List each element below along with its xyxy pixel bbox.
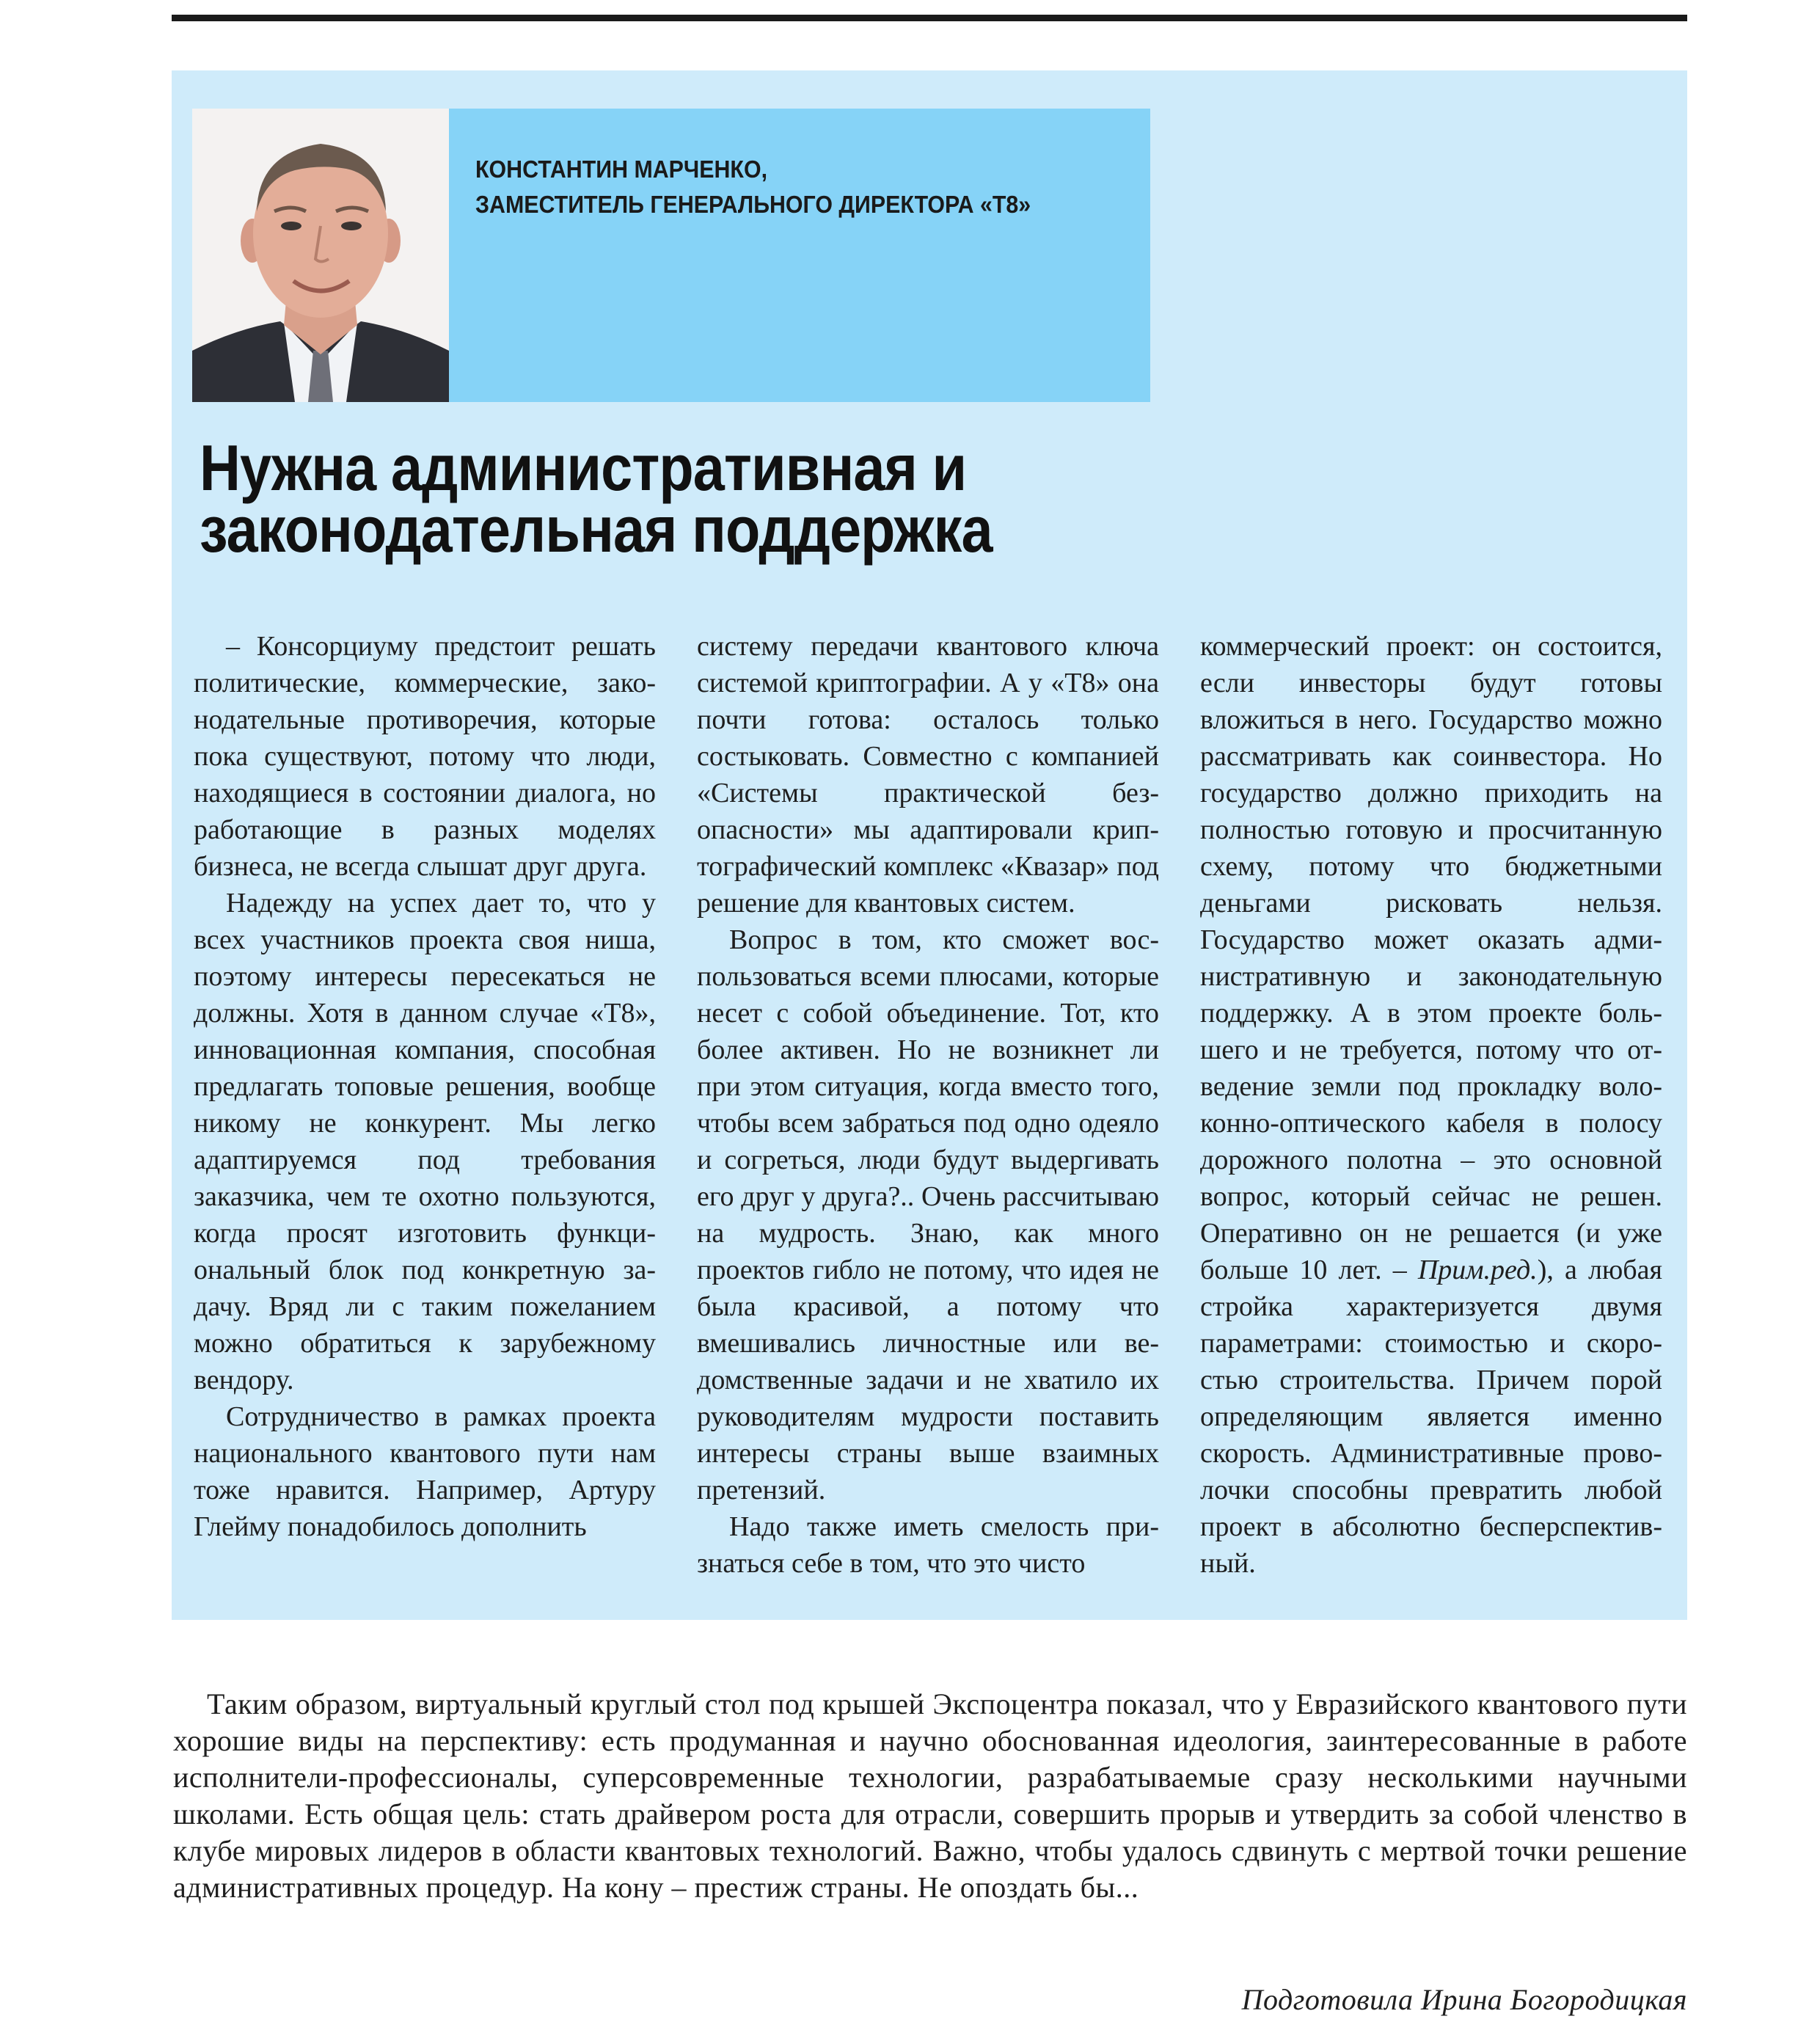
editor-note: Прим.ред. [1417, 1255, 1538, 1285]
paragraph: Надежду на успех дает то, что у всех участников проекта своя ниша, поэтому интересы пересекаться не должны. Хотя в данном случае «Т8», инновационная компания, способная предлагать топовые решения, вообще никому не конкурент. Мы легко адаптируемся под требования заказчика, чем те охотно пользуются, когда просят изготовить функциональный блок под конкретную задачу. Вряд ли с таким пожеланием можно обратиться к зарубежному вендору. [194, 888, 656, 1395]
paragraph: систему передачи квантового ключа системой криптографии. А у «Т8» она почти готова: осталось только состыковать. Совместно с компанией «Системы практической безопасности» мы адаптировали криптографический комплекс «Квазар» под решение для квантовых систем. [697, 631, 1159, 919]
paragraph [1200, 628, 1662, 1582]
headline-line-1: Нужна административная и [200, 431, 967, 504]
top-rule [172, 15, 1687, 21]
closing-summary [173, 1686, 1687, 1906]
article-column-3 [1200, 628, 1662, 1582]
speaker-name-box [449, 109, 1150, 402]
paragraph: – Консорциуму предстоит решать политические, коммерческие, законодательные противоречия, которые пока существуют, потому что люди, находящиеся в состоянии диалога, но работающие в разных моделях бизнеса, не всегда слышат друг друга. [194, 631, 656, 882]
article-column-2 [697, 628, 1159, 1582]
article-column-1 [194, 628, 656, 1545]
headline-line-2: законодательная поддержка [200, 493, 993, 566]
paragraph-part: коммерческий проект: он состоится, если инвесторы будут готовы вложиться в него. Государство можно рассматривать как соинвестора. Но государство должно приходить на полностью готовую и просчитанную схему, потому что бюджетными деньгами рисковать нельзя. Государство может оказать административную и законодательную поддержку. А в этом проекте большего и не требуется, потому что отведение земли под прокладку волоконно-оптического кабеля в полосу дорожного полотна – это основной вопрос, который сейчас не решен. Оперативно он не решается (и уже больше 10 лет. – [1200, 631, 1662, 1285]
paragraph-part: ), а любая стройка характеризуется двумя параметрами: стоимостью и скоростью строительства. Причем порой определяющим является именно скорость. Административные проволочки способны превратить любой проект в абсолютно бесперспективный. [1200, 1255, 1662, 1579]
portrait-photo [192, 109, 449, 402]
byline: Подготовила Ирина Богородицкая [1241, 1983, 1687, 2016]
paragraph: Вопрос в том, кто сможет воспользоваться всеми плюсами, которые несет с собой объединение. Тот, кто более активен. Но не возникнет ли при этом ситуация, когда вместо того, чтобы всем забраться под одно одеяло и согреться, люди будут выдергивать его друг у друга?.. Очень рассчитываю на мудрость. Знаю, как много проектов гибло не потому, что идея не была красивой, а потому что вмешивались личностные или ведомственные задачи и не хватило их руководителям мудрости поставить интересы страны выше взаимных претензий. [697, 924, 1159, 1505]
speaker-position: ЗАМЕСТИТЕЛЬ ГЕНЕРАЛЬНОГО ДИРЕКТОРА «Т8» [475, 191, 1031, 218]
article-headline [200, 431, 1039, 566]
paragraph: Сотрудничество в рамках проекта национального квантового пути нам тоже нравится. Например, Артуру Глейму понадобилось дополнить [194, 1401, 656, 1542]
speaker-name: КОНСТАНТИН МАРЧЕНКО, [475, 156, 768, 183]
summary-paragraph: Таким образом, виртуальный круглый стол под крышей Экспоцентра показал, что у Евразийского квантового пути хорошие виды на перспективу: есть продуманная и научно обоснованная идеология, заинтересованные в работе исполнители-профессионалы, суперсовременные технологии, разрабатываемые сразу несколькими научными школами. Есть общая цель: стать драйвером роста для отрасли, совершить прорыв и утвердить за собой членство в клубе мировых лидеров в области квантовых технологий. Важно, чтобы удалось сдвинуть с мертвой точки решение административных процедур. На кону – престиж страны. Не опоздать бы... [173, 1687, 1687, 1904]
paragraph: Надо также иметь смелость признаться себе в том, что это чисто [697, 1511, 1159, 1579]
